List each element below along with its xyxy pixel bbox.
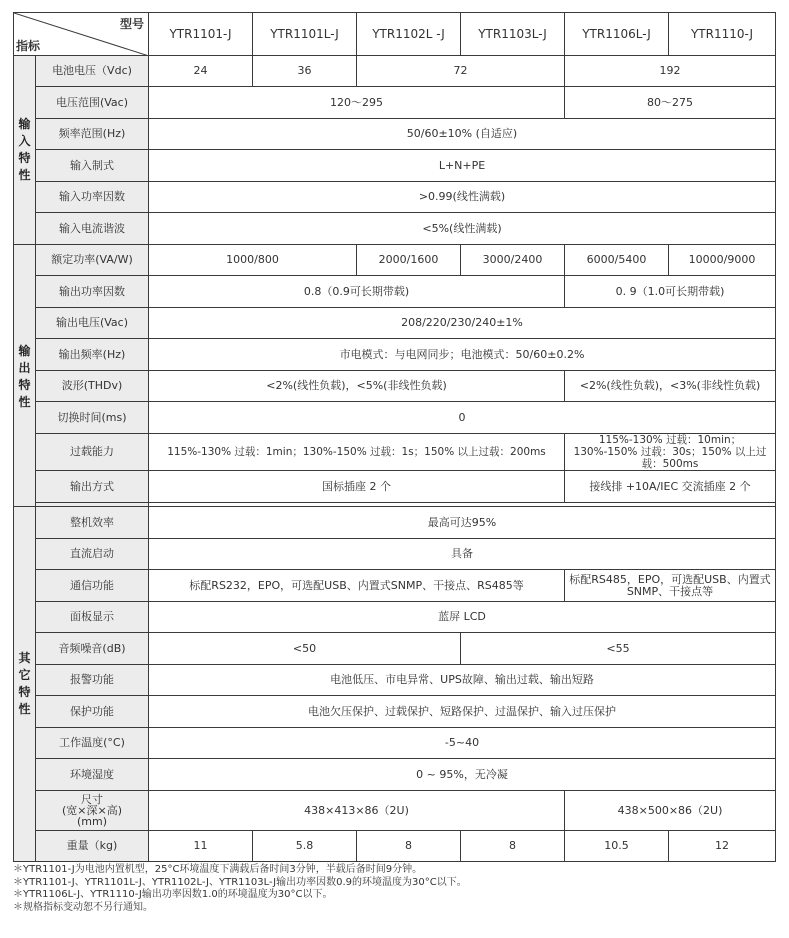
cell-value: 11 — [149, 831, 253, 862]
table-row — [14, 759, 776, 791]
index-label: 指标 — [16, 39, 41, 53]
group-input-label: 输 入 特 性 — [14, 56, 36, 245]
cell-value: >0.99(线性满载) — [149, 182, 776, 213]
cell-value: 438×500×86（2U) — [565, 791, 776, 831]
cell-value: 24 — [149, 56, 253, 87]
cell-value: 电池低压、市电异常、UPS故障、输出过载、输出短路 — [149, 665, 776, 696]
table-row — [14, 150, 776, 182]
table-row — [14, 633, 776, 665]
cell-value: 市电模式：与电网同步；电池模式：50/60±0.2% — [149, 339, 776, 371]
cell-value: <50 — [149, 633, 461, 665]
row-label: 工作温度(°C) — [36, 728, 149, 759]
row-label: 输入电流谐波 — [36, 213, 149, 245]
row-label: 电压范围(Vac) — [36, 87, 149, 119]
row-label: 频率范围(Hz) — [36, 119, 149, 150]
table-row — [14, 119, 776, 150]
row-label: 输入功率因数 — [36, 182, 149, 213]
size-label-line: 尺寸 — [81, 793, 103, 806]
size-label-line: (宽×深×高) — [61, 804, 123, 817]
row-label: 整机效率 — [36, 507, 149, 539]
table-row — [14, 245, 776, 276]
table-row — [14, 696, 776, 728]
row-label: 重量（kg) — [36, 831, 149, 862]
cell-value: 最高可达95% — [149, 507, 776, 539]
row-label: 输出功率因数 — [36, 276, 149, 308]
row-label: 电池电压（Vdc) — [36, 56, 149, 87]
table-row — [14, 507, 776, 539]
cell-value: -5~40 — [149, 728, 776, 759]
row-label: 额定功率(VA/W) — [36, 245, 149, 276]
cell-value: 115%-130% 过载：1min；130%-150% 过载：1s；150% 以上过载：200ms — [149, 434, 565, 471]
table-row — [14, 308, 776, 339]
row-label: 通信功能 — [36, 570, 149, 602]
table-row — [14, 471, 776, 503]
cell-value: L+N+PE — [149, 150, 776, 182]
cell-value: 2000/1600 — [357, 245, 461, 276]
cell-value: 蓝屏 LCD — [149, 602, 776, 633]
cell-value: 1000/800 — [149, 245, 357, 276]
table-row — [14, 434, 776, 471]
row-label: 过载能力 — [36, 434, 149, 471]
cell-value: <2%(线性负载)，<5%(非线性负载) — [149, 371, 565, 402]
cell-value: 10000/9000 — [669, 245, 776, 276]
row-label: 直流启动 — [36, 539, 149, 570]
header-row — [14, 13, 776, 56]
cell-value: 5.8 — [253, 831, 357, 862]
model-header: YTR1101L-J — [253, 13, 357, 56]
cell-value: 国标插座 2 个 — [149, 471, 565, 503]
table-row — [14, 56, 776, 87]
table-row — [14, 602, 776, 633]
cell-value: 3000/2400 — [461, 245, 565, 276]
table-row — [14, 371, 776, 402]
row-label: 报警功能 — [36, 665, 149, 696]
cell-value: 0 ~ 95%，无冷凝 — [149, 759, 776, 791]
spec-table-top — [13, 12, 776, 509]
table-row — [14, 276, 776, 308]
header-corner-cell — [14, 13, 149, 56]
cell-value: 电池欠压保护、过载保护、短路保护、过温保护、输入过压保护 — [149, 696, 776, 728]
table-row — [14, 339, 776, 371]
row-label: 波形(THDv) — [36, 371, 149, 402]
group-other-label: 其 它 特 性 — [14, 507, 36, 862]
cell-value: 0 — [149, 402, 776, 434]
cell-value: 接线排 +10A/IEC 交流插座 2 个 — [565, 471, 776, 503]
row-label: 面板显示 — [36, 602, 149, 633]
cell-value: 0. 9（1.0可长期带载) — [565, 276, 776, 308]
cell-value: 8 — [357, 831, 461, 862]
table-row — [14, 87, 776, 119]
footnote: ＊YTR1101-J为电池内置机型，25°C环境温度下满载后备时间3分钟，半载后备时间9分钟。 — [13, 864, 423, 875]
cell-value: 36 — [253, 56, 357, 87]
cell-value: 115%-130% 过载：10min；130%-150% 过载：30s；150% 以上过载：500ms — [565, 434, 776, 471]
table-row — [14, 213, 776, 245]
row-label: 输出电压(Vac) — [36, 308, 149, 339]
row-label: 环境湿度 — [36, 759, 149, 791]
table-row — [14, 791, 776, 831]
cell-value: 具备 — [149, 539, 776, 570]
size-label-line: (mm) — [76, 815, 107, 828]
cell-value: 6000/5400 — [565, 245, 669, 276]
cell-value: 72 — [357, 56, 565, 87]
model-label: 型号 — [119, 17, 144, 31]
table-row — [14, 665, 776, 696]
cell-value: 12 — [669, 831, 776, 862]
cell-value: <55 — [461, 633, 776, 665]
footnote: ＊YTR1101-J、YTR1101L-J、YTR1102L-J、YTR1103L-J输出功率因数0.9的环境温度为30°C以下。 — [13, 876, 467, 888]
row-label: 保护功能 — [36, 696, 149, 728]
row-label: 输出方式 — [36, 471, 149, 503]
table-row — [14, 539, 776, 570]
cell-value: 10.5 — [565, 831, 669, 862]
row-label: 输入制式 — [36, 150, 149, 182]
cell-value: 8 — [461, 831, 565, 862]
row-label: 切换时间(ms) — [36, 402, 149, 434]
row-label: 输出频率(Hz) — [36, 339, 149, 371]
cell-value: <5%(线性满载) — [149, 213, 776, 245]
row-label: 音频噪音(dB) — [36, 633, 149, 665]
footnote: ＊YTR1106L-J、YTR1110-J输出功率因数1.0的环境温度为30°C以下。 — [13, 889, 333, 900]
table-row — [14, 831, 776, 862]
footnotes — [13, 864, 467, 914]
cell-value: 标配RS485，EPO，可选配USB、内置式SNMP、干接点等 — [565, 570, 776, 602]
cell-value: 标配RS232，EPO，可选配USB、内置式SNMP、干接点、RS485等 — [149, 570, 565, 602]
cell-value: 438×413×86（2U) — [149, 791, 565, 831]
cell-value: 120～295 — [149, 87, 565, 119]
row-label — [36, 791, 149, 831]
model-header: YTR1101-J — [149, 13, 253, 56]
model-header: YTR1110-J — [669, 13, 776, 56]
cell-value: 50/60±10% (自适应) — [149, 119, 776, 150]
cell-value: 208/220/230/240±1% — [149, 308, 776, 339]
group-output-label: 输 出 特 性 — [14, 245, 36, 509]
model-header: YTR1106L-J — [565, 13, 669, 56]
cell-value: <2%(线性负载)，<3%(非线性负载) — [565, 371, 776, 402]
cell-value: 0.8（0.9可长期带载) — [149, 276, 565, 308]
table-row — [14, 728, 776, 759]
spec-table-bottom — [13, 506, 776, 862]
footnote: ＊规格指标变动恕不另行通知。 — [13, 901, 153, 913]
cell-value: 192 — [565, 56, 776, 87]
table-row — [14, 570, 776, 602]
cell-value: 80～275 — [565, 87, 776, 119]
table-row — [14, 182, 776, 213]
model-header: YTR1103L-J — [461, 13, 565, 56]
table-row — [14, 402, 776, 434]
model-header: YTR1102L -J — [357, 13, 461, 56]
